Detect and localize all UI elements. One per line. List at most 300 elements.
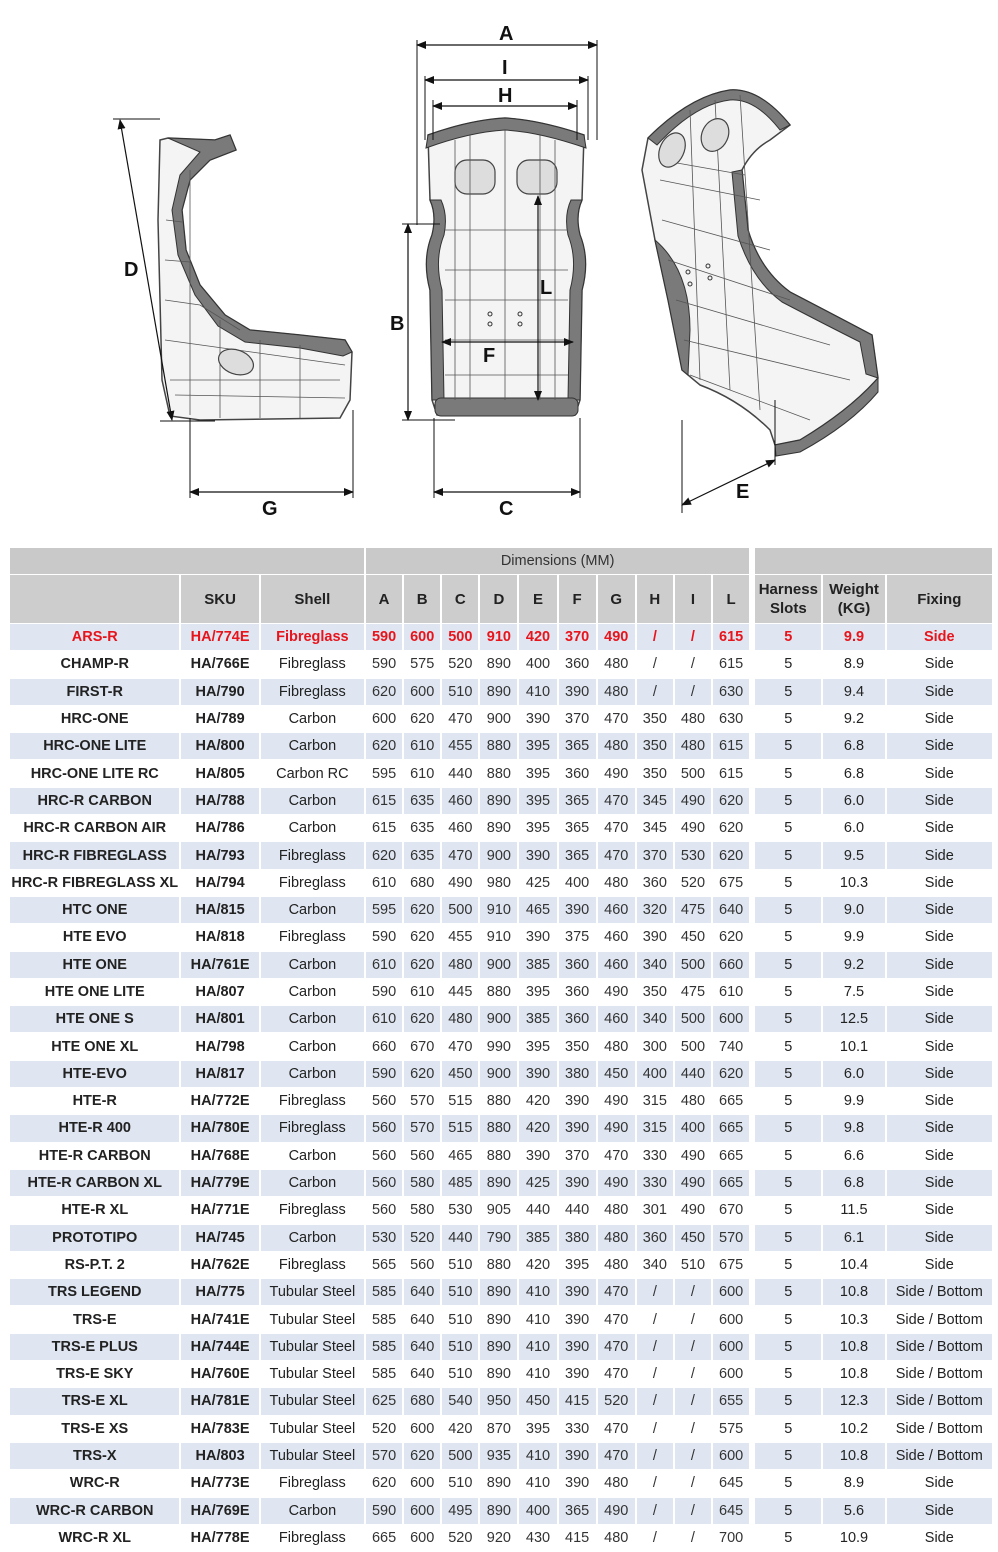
cell-dim-f: 360 xyxy=(558,651,597,678)
cell-harness-slots: 5 xyxy=(755,1197,822,1224)
cell-dim-b: 600 xyxy=(403,1524,441,1551)
cell-fixing: Side xyxy=(886,951,993,978)
cell-harness-slots: 5 xyxy=(755,678,822,705)
cell-dim-g: 470 xyxy=(597,1142,636,1169)
cell-model: FIRST-R xyxy=(10,678,180,705)
cell-shell: Carbon xyxy=(260,705,365,732)
cell-dim-c: 510 xyxy=(441,1361,479,1388)
cell-dim-h: 370 xyxy=(636,842,674,869)
cell-dim-i: / xyxy=(674,1333,712,1360)
cell-dim-a: 565 xyxy=(365,1251,403,1278)
cell-dim-b: 610 xyxy=(403,760,441,787)
cell-dim-c: 460 xyxy=(441,787,479,814)
col-header-i: I xyxy=(674,575,712,624)
cell-dim-h: / xyxy=(636,1279,674,1306)
cell-sku: HA/786 xyxy=(180,815,259,842)
cell-dim-c: 540 xyxy=(441,1388,479,1415)
col-header-sku: SKU xyxy=(180,575,259,624)
cell-sku: HA/803 xyxy=(180,1442,259,1469)
cell-dim-e: 395 xyxy=(518,978,557,1005)
cell-dim-a: 560 xyxy=(365,1169,403,1196)
cell-fixing: Side xyxy=(886,1470,993,1497)
cell-dim-e: 420 xyxy=(518,1251,557,1278)
cell-dim-f: 365 xyxy=(558,787,597,814)
seat-dimension-diagrams xyxy=(0,0,998,530)
cell-dim-c: 455 xyxy=(441,924,479,951)
cell-sku: HA/769E xyxy=(180,1497,259,1524)
cell-dim-a: 590 xyxy=(365,978,403,1005)
cell-shell: Fibreglass xyxy=(260,651,365,678)
cell-dim-a: 590 xyxy=(365,1060,403,1087)
cell-harness-slots: 5 xyxy=(755,1088,822,1115)
cell-weight: 9.9 xyxy=(822,624,885,651)
cell-dim-h: 345 xyxy=(636,787,674,814)
cell-dim-i: 400 xyxy=(674,1115,712,1142)
cell-dim-a: 625 xyxy=(365,1388,403,1415)
cell-dim-l: 655 xyxy=(712,1388,750,1415)
cell-fixing: Side xyxy=(886,651,993,678)
cell-dim-b: 560 xyxy=(403,1142,441,1169)
cell-dim-a: 610 xyxy=(365,951,403,978)
cell-dim-e: 395 xyxy=(518,1415,557,1442)
cell-dim-g: 480 xyxy=(597,1251,636,1278)
cell-dim-l: 675 xyxy=(712,869,750,896)
cell-dim-e: 390 xyxy=(518,705,557,732)
col-header-weight xyxy=(822,575,885,624)
cell-dim-h: / xyxy=(636,678,674,705)
cell-dim-a: 585 xyxy=(365,1361,403,1388)
cell-harness-slots: 5 xyxy=(755,760,822,787)
cell-shell: Tubular Steel xyxy=(260,1306,365,1333)
cell-dim-h: 300 xyxy=(636,1033,674,1060)
cell-shell: Fibreglass xyxy=(260,869,365,896)
cell-dim-c: 510 xyxy=(441,1333,479,1360)
cell-dim-f: 415 xyxy=(558,1388,597,1415)
cell-dim-h: / xyxy=(636,1388,674,1415)
cell-fixing: Side xyxy=(886,1033,993,1060)
cell-dim-d: 950 xyxy=(479,1388,518,1415)
cell-sku: HA/817 xyxy=(180,1060,259,1087)
dim-label-g: G xyxy=(262,498,278,520)
table-row xyxy=(10,1279,993,1306)
cell-dim-e: 385 xyxy=(518,1224,557,1251)
cell-dim-g: 520 xyxy=(597,1388,636,1415)
cell-fixing: Side / Bottom xyxy=(886,1279,993,1306)
cell-dim-c: 490 xyxy=(441,869,479,896)
cell-dim-f: 365 xyxy=(558,842,597,869)
cell-model: HTE ONE S xyxy=(10,1006,180,1033)
cell-weight: 11.5 xyxy=(822,1197,885,1224)
table-row xyxy=(10,678,993,705)
cell-dim-a: 595 xyxy=(365,760,403,787)
cell-dim-e: 410 xyxy=(518,1470,557,1497)
cell-sku: HA/794 xyxy=(180,869,259,896)
cell-dim-d: 890 xyxy=(479,1497,518,1524)
cell-dim-l: 600 xyxy=(712,1361,750,1388)
cell-fixing: Side / Bottom xyxy=(886,1388,993,1415)
cell-dim-e: 465 xyxy=(518,896,557,923)
seat-specs-table xyxy=(10,548,994,1552)
cell-weight: 10.8 xyxy=(822,1361,885,1388)
cell-dim-g: 480 xyxy=(597,733,636,760)
cell-dim-a: 620 xyxy=(365,733,403,760)
cell-dim-b: 635 xyxy=(403,815,441,842)
cell-fixing: Side xyxy=(886,896,993,923)
cell-dim-h: / xyxy=(636,1415,674,1442)
cell-dim-g: 490 xyxy=(597,760,636,787)
cell-fixing: Side / Bottom xyxy=(886,1415,993,1442)
cell-dim-h: 350 xyxy=(636,705,674,732)
cell-dim-g: 450 xyxy=(597,1060,636,1087)
cell-sku: HA/780E xyxy=(180,1115,259,1142)
cell-harness-slots: 5 xyxy=(755,1361,822,1388)
cell-sku: HA/741E xyxy=(180,1306,259,1333)
cell-harness-slots: 5 xyxy=(755,1060,822,1087)
cell-dim-h: 360 xyxy=(636,1224,674,1251)
cell-dim-f: 390 xyxy=(558,896,597,923)
cell-fixing: Side xyxy=(886,1524,993,1551)
cell-dim-i: 490 xyxy=(674,1142,712,1169)
cell-harness-slots: 5 xyxy=(755,1497,822,1524)
cell-dim-g: 470 xyxy=(597,815,636,842)
cell-dim-f: 380 xyxy=(558,1224,597,1251)
cell-dim-a: 660 xyxy=(365,1033,403,1060)
cell-sku: HA/774E xyxy=(180,624,259,651)
cell-model: HTE ONE XL xyxy=(10,1033,180,1060)
cell-dim-h: 315 xyxy=(636,1115,674,1142)
cell-harness-slots: 5 xyxy=(755,1006,822,1033)
cell-fixing: Side xyxy=(886,1197,993,1224)
cell-dim-d: 890 xyxy=(479,651,518,678)
cell-dim-g: 470 xyxy=(597,1361,636,1388)
cell-fixing: Side / Bottom xyxy=(886,1442,993,1469)
cell-sku: HA/783E xyxy=(180,1415,259,1442)
cell-harness-slots: 5 xyxy=(755,705,822,732)
cell-dim-b: 620 xyxy=(403,924,441,951)
cell-shell: Carbon RC xyxy=(260,760,365,787)
cell-dim-h: 360 xyxy=(636,869,674,896)
cell-dim-e: 390 xyxy=(518,842,557,869)
cell-model: WRC-R CARBON xyxy=(10,1497,180,1524)
cell-dim-e: 385 xyxy=(518,951,557,978)
cell-weight: 6.8 xyxy=(822,1169,885,1196)
cell-dim-i: / xyxy=(674,1306,712,1333)
cell-fixing: Side / Bottom xyxy=(886,1361,993,1388)
cell-fixing: Side xyxy=(886,1006,993,1033)
dim-label-c: C xyxy=(499,498,514,520)
cell-dim-g: 480 xyxy=(597,1470,636,1497)
cell-dim-i: 500 xyxy=(674,1006,712,1033)
cell-dim-a: 585 xyxy=(365,1333,403,1360)
cell-model: TRS-E SKY xyxy=(10,1361,180,1388)
cell-dim-c: 500 xyxy=(441,1442,479,1469)
weight-label-1: Weight xyxy=(829,581,879,598)
cell-sku: HA/790 xyxy=(180,678,259,705)
cell-dim-d: 905 xyxy=(479,1197,518,1224)
cell-shell: Carbon xyxy=(260,896,365,923)
cell-weight: 9.4 xyxy=(822,678,885,705)
cell-dim-e: 450 xyxy=(518,1388,557,1415)
cell-dim-l: 615 xyxy=(712,733,750,760)
cell-dim-f: 390 xyxy=(558,1442,597,1469)
cell-harness-slots: 5 xyxy=(755,1306,822,1333)
cell-dim-l: 600 xyxy=(712,1333,750,1360)
cell-dim-l: 600 xyxy=(712,1442,750,1469)
cell-model: HTE-R XL xyxy=(10,1197,180,1224)
cell-harness-slots: 5 xyxy=(755,1415,822,1442)
weight-label-2: (KG) xyxy=(837,600,871,617)
cell-shell: Fibreglass xyxy=(260,1088,365,1115)
cell-dim-c: 520 xyxy=(441,1524,479,1551)
cell-dim-e: 420 xyxy=(518,1115,557,1142)
cell-model: RS-P.T. 2 xyxy=(10,1251,180,1278)
cell-dim-a: 560 xyxy=(365,1197,403,1224)
cell-dim-g: 460 xyxy=(597,896,636,923)
cell-dim-f: 440 xyxy=(558,1197,597,1224)
cell-dim-g: 470 xyxy=(597,705,636,732)
dim-label-d: D xyxy=(124,259,139,281)
column-header-row xyxy=(10,575,993,624)
cell-sku: HA/779E xyxy=(180,1169,259,1196)
cell-dim-d: 900 xyxy=(479,1006,518,1033)
cell-harness-slots: 5 xyxy=(755,869,822,896)
cell-dim-c: 485 xyxy=(441,1169,479,1196)
cell-sku: HA/789 xyxy=(180,705,259,732)
cell-dim-a: 585 xyxy=(365,1306,403,1333)
cell-harness-slots: 5 xyxy=(755,1524,822,1551)
cell-weight: 10.3 xyxy=(822,869,885,896)
cell-model: WRC-R xyxy=(10,1470,180,1497)
cell-dim-c: 420 xyxy=(441,1415,479,1442)
cell-dim-i: / xyxy=(674,624,712,651)
cell-dim-c: 515 xyxy=(441,1088,479,1115)
cell-dim-g: 490 xyxy=(597,1088,636,1115)
cell-shell: Fibreglass xyxy=(260,624,365,651)
cell-model: HTE-R 400 xyxy=(10,1115,180,1142)
cell-dim-l: 630 xyxy=(712,705,750,732)
cell-dim-d: 890 xyxy=(479,1306,518,1333)
cell-dim-l: 700 xyxy=(712,1524,750,1551)
cell-shell: Carbon xyxy=(260,1033,365,1060)
table-row xyxy=(10,1470,993,1497)
cell-dim-l: 740 xyxy=(712,1033,750,1060)
group-header-blank xyxy=(10,548,365,575)
cell-fixing: Side xyxy=(886,1142,993,1169)
cell-dim-a: 665 xyxy=(365,1524,403,1551)
cell-model: PROTOTIPO xyxy=(10,1224,180,1251)
cell-shell: Carbon xyxy=(260,1169,365,1196)
cell-dim-b: 575 xyxy=(403,651,441,678)
cell-dim-h: / xyxy=(636,1333,674,1360)
cell-weight: 6.1 xyxy=(822,1224,885,1251)
cell-dim-b: 600 xyxy=(403,1470,441,1497)
col-header-h: H xyxy=(636,575,674,624)
cell-dim-g: 470 xyxy=(597,1442,636,1469)
cell-shell: Carbon xyxy=(260,787,365,814)
cell-dim-e: 400 xyxy=(518,651,557,678)
cell-shell: Carbon xyxy=(260,1224,365,1251)
cell-shell: Fibreglass xyxy=(260,1524,365,1551)
cell-dim-f: 390 xyxy=(558,1361,597,1388)
cell-sku: HA/805 xyxy=(180,760,259,787)
cell-dim-f: 370 xyxy=(558,1142,597,1169)
cell-weight: 9.0 xyxy=(822,896,885,923)
table-row xyxy=(10,733,993,760)
cell-dim-l: 640 xyxy=(712,896,750,923)
cell-dim-d: 935 xyxy=(479,1442,518,1469)
cell-model: HTE ONE LITE xyxy=(10,978,180,1005)
cell-dim-a: 530 xyxy=(365,1224,403,1251)
table-row xyxy=(10,1415,993,1442)
cell-dim-l: 615 xyxy=(712,760,750,787)
col-header-l: L xyxy=(712,575,750,624)
table-row xyxy=(10,705,993,732)
seat-perspective-view xyxy=(642,90,878,456)
cell-dim-h: / xyxy=(636,1470,674,1497)
cell-dim-f: 350 xyxy=(558,1033,597,1060)
cell-dim-e: 410 xyxy=(518,678,557,705)
table-row xyxy=(10,1361,993,1388)
cell-weight: 6.8 xyxy=(822,733,885,760)
cell-sku: HA/766E xyxy=(180,651,259,678)
cell-shell: Carbon xyxy=(260,951,365,978)
cell-dim-b: 600 xyxy=(403,678,441,705)
cell-dim-h: 315 xyxy=(636,1088,674,1115)
cell-weight: 9.5 xyxy=(822,842,885,869)
cell-dim-l: 665 xyxy=(712,1115,750,1142)
cell-dim-h: / xyxy=(636,624,674,651)
cell-dim-f: 395 xyxy=(558,1251,597,1278)
cell-harness-slots: 5 xyxy=(755,1333,822,1360)
cell-dim-h: 345 xyxy=(636,815,674,842)
cell-dim-h: / xyxy=(636,651,674,678)
cell-harness-slots: 5 xyxy=(755,978,822,1005)
cell-fixing: Side xyxy=(886,1224,993,1251)
table-row xyxy=(10,1033,993,1060)
cell-dim-e: 420 xyxy=(518,624,557,651)
cell-weight: 12.5 xyxy=(822,1006,885,1033)
cell-dim-e: 440 xyxy=(518,1197,557,1224)
cell-harness-slots: 5 xyxy=(755,815,822,842)
cell-dim-l: 610 xyxy=(712,978,750,1005)
seat-front-view xyxy=(426,118,586,416)
cell-dim-b: 670 xyxy=(403,1033,441,1060)
cell-dim-a: 590 xyxy=(365,624,403,651)
cell-dim-d: 910 xyxy=(479,624,518,651)
cell-dim-i: / xyxy=(674,1388,712,1415)
cell-dim-f: 390 xyxy=(558,1279,597,1306)
cell-dim-l: 575 xyxy=(712,1415,750,1442)
cell-model: TRS-E xyxy=(10,1306,180,1333)
cell-dim-h: 350 xyxy=(636,733,674,760)
cell-dim-l: 665 xyxy=(712,1088,750,1115)
cell-dim-f: 390 xyxy=(558,678,597,705)
cell-dim-i: / xyxy=(674,1279,712,1306)
dimensions-group-header: Dimensions (MM) xyxy=(365,548,750,575)
cell-dim-c: 530 xyxy=(441,1197,479,1224)
cell-sku: HA/807 xyxy=(180,978,259,1005)
cell-dim-b: 640 xyxy=(403,1306,441,1333)
cell-dim-d: 890 xyxy=(479,1279,518,1306)
cell-dim-a: 610 xyxy=(365,869,403,896)
cell-fixing: Side xyxy=(886,678,993,705)
cell-fixing: Side xyxy=(886,733,993,760)
cell-dim-f: 400 xyxy=(558,869,597,896)
table-row xyxy=(10,760,993,787)
cell-dim-b: 580 xyxy=(403,1169,441,1196)
cell-shell: Carbon xyxy=(260,815,365,842)
cell-model: HTE-EVO xyxy=(10,1060,180,1087)
dim-label-l: L xyxy=(540,277,553,299)
cell-fixing: Side xyxy=(886,1115,993,1142)
cell-dim-f: 360 xyxy=(558,951,597,978)
cell-model: TRS-E XL xyxy=(10,1388,180,1415)
cell-dim-i: 450 xyxy=(674,1224,712,1251)
cell-model: HTE ONE xyxy=(10,951,180,978)
cell-harness-slots: 5 xyxy=(755,1115,822,1142)
cell-dim-e: 410 xyxy=(518,1306,557,1333)
cell-weight: 9.9 xyxy=(822,1088,885,1115)
cell-dim-g: 470 xyxy=(597,1306,636,1333)
cell-dim-f: 390 xyxy=(558,1115,597,1142)
cell-dim-e: 390 xyxy=(518,924,557,951)
cell-dim-l: 660 xyxy=(712,951,750,978)
cell-dim-g: 470 xyxy=(597,1279,636,1306)
table-row xyxy=(10,896,993,923)
cell-sku: HA/775 xyxy=(180,1279,259,1306)
cell-dim-h: 330 xyxy=(636,1142,674,1169)
cell-dim-g: 480 xyxy=(597,1033,636,1060)
dim-label-f: F xyxy=(483,345,496,367)
cell-dim-b: 640 xyxy=(403,1361,441,1388)
cell-model: ARS-R xyxy=(10,624,180,651)
cell-dim-b: 620 xyxy=(403,1060,441,1087)
cell-model: TRS-X xyxy=(10,1442,180,1469)
cell-dim-d: 880 xyxy=(479,1115,518,1142)
cell-shell: Carbon xyxy=(260,733,365,760)
cell-dim-c: 515 xyxy=(441,1115,479,1142)
cell-model: HTE-R CARBON XL xyxy=(10,1169,180,1196)
cell-dim-e: 410 xyxy=(518,1333,557,1360)
cell-harness-slots: 5 xyxy=(755,896,822,923)
cell-model: TRS LEGEND xyxy=(10,1279,180,1306)
cell-dim-c: 480 xyxy=(441,1006,479,1033)
cell-dim-b: 620 xyxy=(403,705,441,732)
cell-dim-e: 395 xyxy=(518,1033,557,1060)
cell-dim-a: 620 xyxy=(365,678,403,705)
cell-dim-a: 520 xyxy=(365,1415,403,1442)
cell-sku: HA/761E xyxy=(180,951,259,978)
cell-dim-h: / xyxy=(636,1497,674,1524)
cell-dim-d: 880 xyxy=(479,733,518,760)
cell-dim-l: 620 xyxy=(712,787,750,814)
cell-model: HTE-R CARBON xyxy=(10,1142,180,1169)
cell-model: TRS-E XS xyxy=(10,1415,180,1442)
col-header-g: G xyxy=(597,575,636,624)
cell-shell: Tubular Steel xyxy=(260,1333,365,1360)
cell-dim-c: 450 xyxy=(441,1060,479,1087)
cell-harness-slots: 5 xyxy=(755,1224,822,1251)
cell-dim-l: 620 xyxy=(712,1060,750,1087)
cell-weight: 6.0 xyxy=(822,815,885,842)
cell-dim-l: 620 xyxy=(712,842,750,869)
cell-sku: HA/778E xyxy=(180,1524,259,1551)
cell-fixing: Side xyxy=(886,869,993,896)
cell-fixing: Side xyxy=(886,842,993,869)
cell-dim-b: 640 xyxy=(403,1279,441,1306)
cell-weight: 6.6 xyxy=(822,1142,885,1169)
cell-dim-e: 430 xyxy=(518,1524,557,1551)
